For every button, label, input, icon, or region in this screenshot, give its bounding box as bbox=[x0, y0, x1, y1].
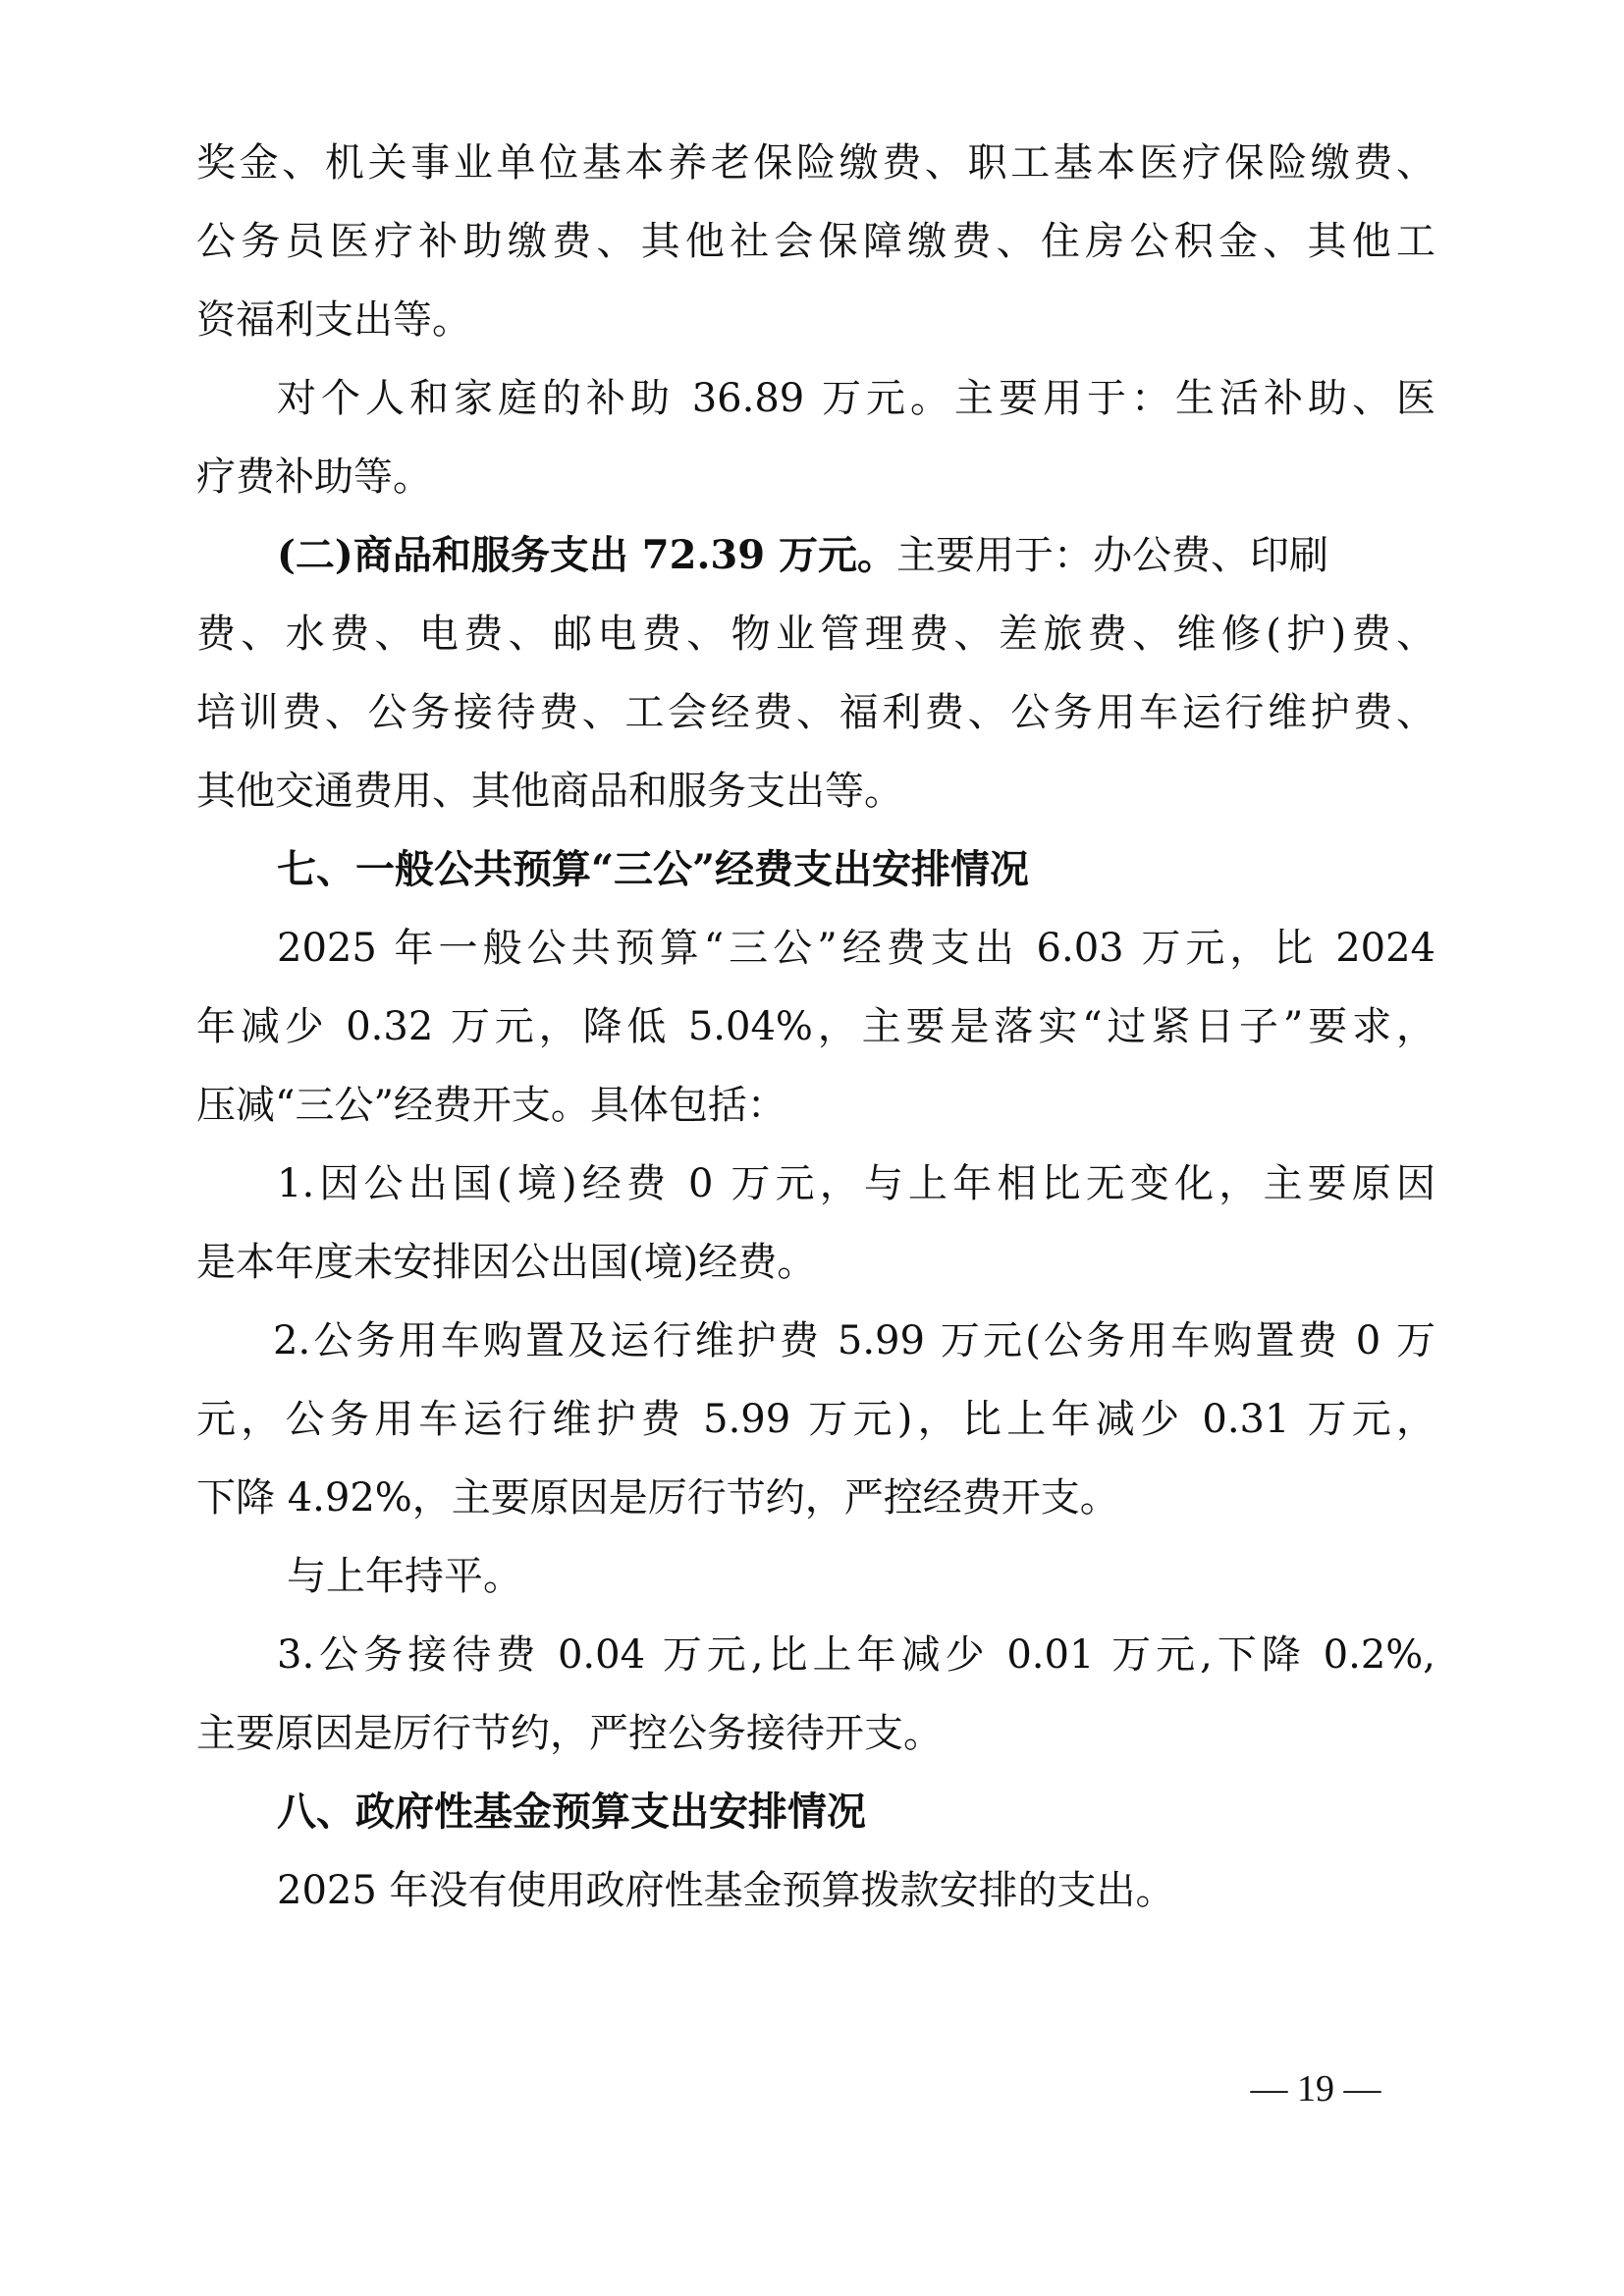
body-line: 资福利支出等。 bbox=[196, 297, 471, 343]
body-line: 元，公务用车运行维护费 5.99 万元)，比上年减少 0.31 万元， bbox=[196, 1397, 1435, 1442]
body-line: 3.公务接待费 0.04 万元,比上年减少 0.01 万元,下降 0.2%, bbox=[277, 1632, 1435, 1678]
section-heading: 八、政府性基金预算支出安排情况 bbox=[277, 1789, 866, 1835]
body-line: 2025 年一般公共预算“三公”经费支出 6.03 万元，比 2024 bbox=[277, 926, 1435, 971]
body-line: 奖金、机关事业单位基本养老保险缴费、职工基本医疗保险缴费、 bbox=[196, 140, 1435, 186]
body-line: 与上年持平。 bbox=[287, 1554, 522, 1599]
page-number: — 19 — bbox=[1250, 2068, 1381, 2109]
body-line: 疗费补助等。 bbox=[196, 454, 432, 500]
body-line: 2.公务用车购置及运行维护费 5.99 万元(公务用车购置费 0 万 bbox=[273, 1318, 1435, 1363]
body-line: 年减少 0.32 万元，降低 5.04%，主要是落实“过紧日子”要求， bbox=[196, 1004, 1435, 1049]
body-line: 主要原因是厉行节约，严控公务接待开支。 bbox=[196, 1711, 943, 1756]
body-line: 其他交通费用、其他商品和服务支出等。 bbox=[196, 769, 903, 814]
body-line: 对个人和家庭的补助 36.89 万元。主要用于：生活补助、医 bbox=[277, 376, 1435, 421]
body-line: 2025 年没有使用政府性基金预算拨款安排的支出。 bbox=[277, 1868, 1175, 1913]
body-line: 1.因公出国(境)经费 0 万元，与上年相比无变化，主要原因 bbox=[277, 1161, 1435, 1206]
body-line: 下降 4.92%，主要原因是厉行节约，严控经费开支。 bbox=[196, 1475, 1119, 1521]
body-text: 主要用于：办公费、印刷 bbox=[895, 533, 1328, 578]
body-line: 公务员医疗补助缴费、其他社会保障缴费、住房公积金、其他工 bbox=[196, 219, 1435, 264]
section-line bbox=[277, 528, 1435, 583]
body-line: 是本年度未安排因公出国(境)经费。 bbox=[196, 1240, 817, 1285]
body-line: 压减“三公”经费开支。具体包括： bbox=[196, 1083, 786, 1128]
body-line: 培训费、公务接待费、工会经费、福利费、公务用车运行维护费、 bbox=[196, 690, 1435, 735]
subsection-heading: (二)商品和服务支出 72.39 万元。 bbox=[277, 532, 896, 578]
section-heading: 七、一般公共预算“三公”经费支出安排情况 bbox=[277, 846, 1030, 892]
body-line: 费、水费、电费、邮电费、物业管理费、差旅费、维修(护)费、 bbox=[196, 612, 1435, 657]
